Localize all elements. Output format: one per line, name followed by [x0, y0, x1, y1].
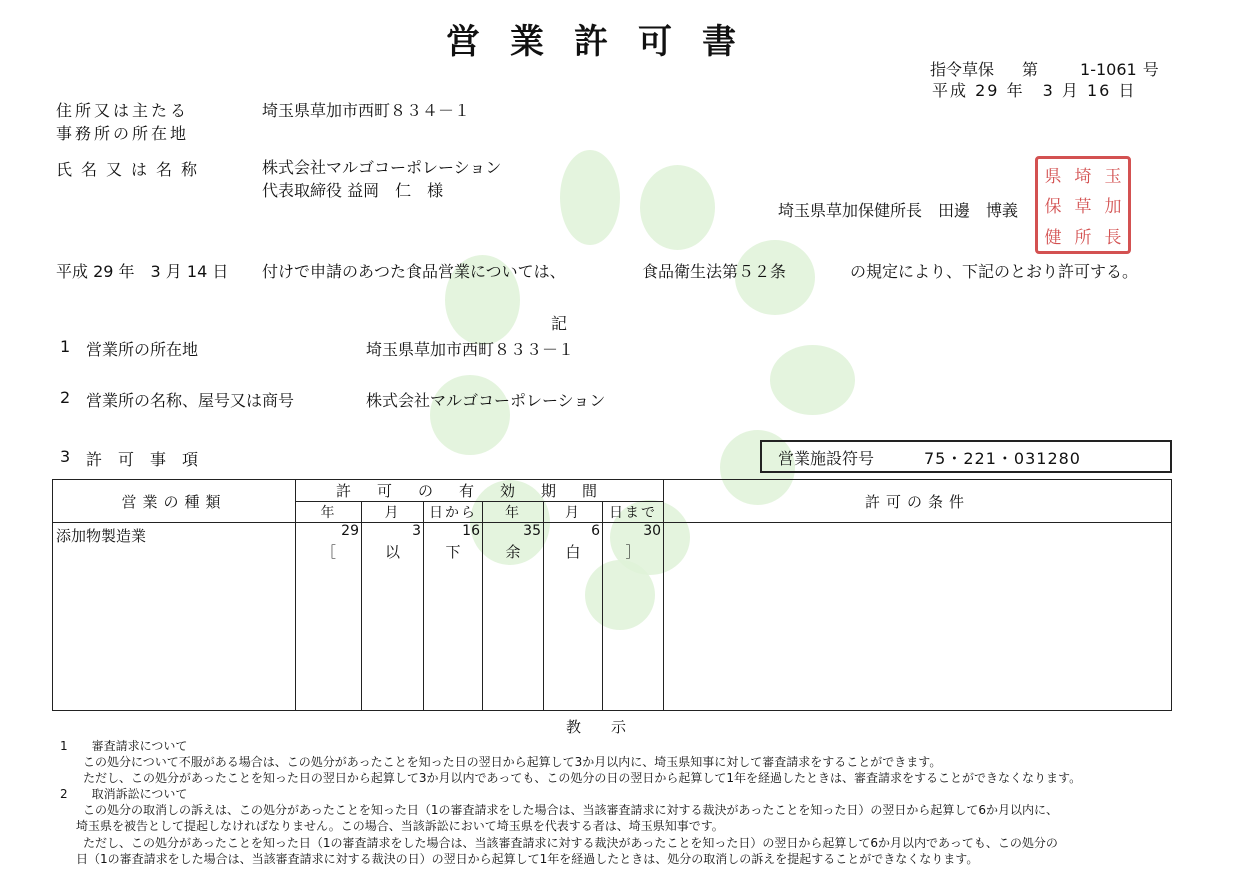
mark-close-bracket: ］: [625, 543, 641, 561]
applicant-representative: 代表取締役 益岡 仁 様: [262, 181, 444, 200]
address-label-1: 住所又は主たる: [56, 101, 190, 120]
month-from-cell: [362, 523, 424, 711]
statement-mid: 付けで申請のあつた食品営業については、: [262, 262, 566, 281]
document-title: 営業許可書: [446, 22, 766, 62]
applicant-address: 埼玉県草加市西町８３４－１: [262, 101, 471, 120]
command-number: 指令草保 第 1-1061 号: [930, 60, 1159, 79]
statement-tail: の規定により、下記のとおり許可する。: [850, 262, 1139, 281]
instruction-line-4: 2 取消訴訟について: [60, 787, 188, 801]
month-to-cell: [544, 523, 603, 711]
instruction-line-8: 日（1の審査請求をした場合は、当該審査請求に対する裁決の日）の翌日から起算して1年を経過したときは、処分の取消しの訴えを提起することができなくなります。: [76, 852, 979, 866]
month-from: 3: [412, 523, 421, 539]
sub-year-to: 年: [483, 502, 544, 523]
instruction-line-1: 1 審査請求について: [60, 739, 188, 753]
table-row: [53, 523, 1172, 711]
day-from: 16: [462, 523, 480, 539]
year-to: 35: [523, 523, 541, 539]
item-2-number: 2: [60, 388, 71, 407]
statement-date: 平成 29 年 3 月 14 日: [56, 262, 229, 281]
mark-ka: 下: [445, 543, 461, 561]
issue-date: 平成 29 年 3 月 16 日: [932, 81, 1137, 100]
instruction-line-5: この処分の取消しの訴えは、この処分があったことを知った日（1の審査請求をした場合は、当該審査請求に対する裁決があったことを知った日）の翌日から起算して6か月以内に、: [83, 803, 1059, 817]
sub-day-from: 日から: [424, 502, 483, 523]
business-type-cell: [53, 523, 296, 711]
item-3-number: 3: [60, 447, 71, 466]
instruction-line-6: 埼玉県を被告として提起しなければなりません。この場合、当該訴訟において埼玉県を代表する者は、埼玉県知事です。: [76, 819, 724, 833]
applicant-company: 株式会社マルゴコーポレーション: [262, 158, 502, 177]
day-to: 30: [643, 523, 662, 539]
official-seal: 県 埼 玉 保 草 加 健 所 長: [1035, 156, 1131, 254]
day-to-cell: [603, 523, 664, 711]
statement-law: 食品衛生法第５２条: [642, 262, 787, 281]
sub-year-from: 年: [296, 502, 362, 523]
mark-haku: 白: [565, 543, 581, 561]
item-1-label: 営業所の所在地: [86, 340, 199, 359]
mark-yo: 余: [505, 543, 521, 561]
sub-month-from: 月: [362, 502, 424, 523]
year-from-cell: [296, 523, 362, 711]
address-label-2: 事務所の所在地: [56, 124, 190, 143]
header-business-type: 営業の種類: [53, 480, 296, 523]
item-2-label: 営業所の名称、屋号又は商号: [86, 391, 295, 410]
day-from-cell: [424, 523, 483, 711]
mark-i: 以: [384, 543, 400, 561]
permit-table: [52, 479, 1172, 711]
facility-code: 75・221・031280: [924, 449, 1081, 468]
issuer-name: 埼玉県草加保健所長 田邊 博義: [778, 201, 1019, 220]
facility-label: 営業施設符号: [778, 449, 875, 468]
sub-month-to: 月: [544, 502, 603, 523]
ki-heading: 記: [551, 314, 568, 333]
sub-day-to: 日まで: [603, 502, 664, 523]
year-from: 29: [341, 523, 359, 539]
item-2-value: 株式会社マルゴコーポレーション: [366, 391, 606, 410]
month-to: 6: [591, 523, 600, 539]
header-valid-period: 許可の有効期間: [296, 480, 664, 502]
header-conditions: 許可の条件: [664, 480, 1172, 523]
item-1-value: 埼玉県草加市西町８３３－１: [366, 340, 575, 359]
mark-open-bracket: ［: [320, 543, 336, 561]
instruction-line-7: ただし、この処分があったことを知った日（1の審査請求をした場合は、当該審査請求に対する裁決があったことを知った日）の翌日から起算して6か月以内であっても、この処分の: [83, 836, 1058, 850]
year-to-cell: [483, 523, 544, 711]
instruction-line-3: ただし、この処分があったことを知った日の翌日から起算して3か月以内であっても、この処分の日の翌日から起算して1年を経過したときは、審査請求をすることができなくなります。: [83, 771, 1082, 785]
business-type: 添加物製造業: [56, 527, 147, 545]
item-1-number: 1: [60, 337, 71, 356]
conditions-cell: [664, 523, 1172, 711]
facility-code-box: [760, 440, 1172, 473]
name-label: 氏名又は名称: [56, 160, 207, 179]
item-3-label: 許 可 事 項: [86, 450, 199, 469]
instructions-heading: 教 示: [566, 718, 627, 736]
instruction-line-2: この処分について不服がある場合は、この処分があったことを知った日の翌日から起算して3か月以内に、埼玉県知事に対して審査請求をすることができます。: [83, 755, 942, 769]
